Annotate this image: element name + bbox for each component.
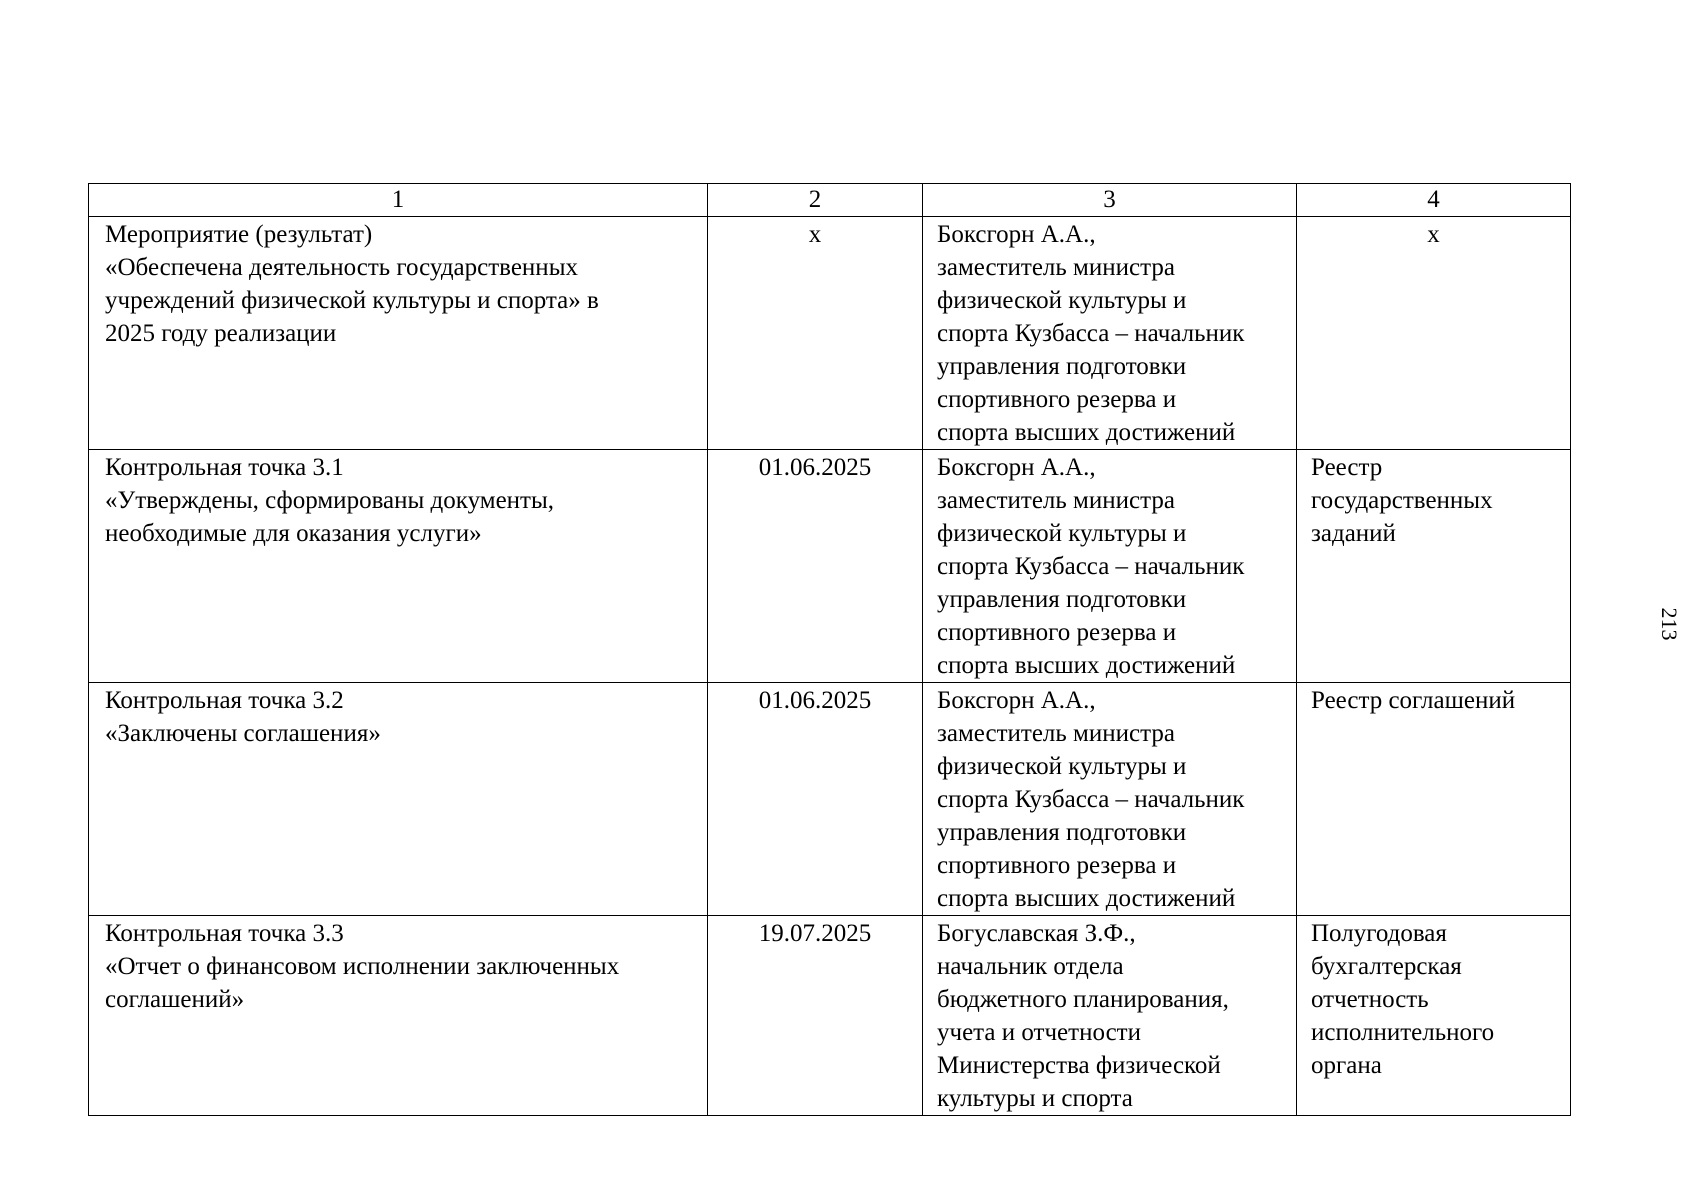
document-line: бухгалтерская — [1311, 953, 1462, 980]
document-cell — [1297, 450, 1571, 683]
document-line: заданий — [1311, 520, 1396, 547]
event-text-line: «Отчет о финансовом исполнении заключенных — [105, 953, 620, 980]
date-value: х — [808, 221, 822, 248]
responsible-line: спортивного резерва и — [937, 619, 1177, 646]
event-cell — [89, 683, 708, 916]
event-text-line: «Утверждены, сформированы документы, — [105, 487, 555, 514]
document-line: исполнительного — [1311, 1019, 1495, 1046]
event-text-line: Контрольная точка 3.2 — [105, 687, 344, 714]
table-row — [89, 450, 1571, 683]
control-points-table — [88, 183, 1571, 1116]
document-line: государственных — [1311, 487, 1493, 514]
responsible-line: спорта высших достижений — [937, 419, 1236, 446]
event-text-line: учреждений физической культуры и спорта» в — [105, 287, 599, 314]
responsible-line: спортивного резерва и — [937, 852, 1177, 879]
event-text-line: «Обеспечена деятельность государственных — [105, 254, 578, 281]
event-cell — [89, 450, 708, 683]
table-header-row — [89, 184, 1571, 217]
document-value: х — [1427, 221, 1440, 248]
document-cell — [1297, 916, 1571, 1116]
table-row — [89, 916, 1571, 1116]
responsible-line: управления подготовки — [937, 819, 1187, 846]
responsible-line: Богуславская З.Ф., — [937, 920, 1136, 947]
header-cell-2: 2 — [708, 184, 923, 217]
document-line: отчетность — [1311, 986, 1429, 1013]
responsible-line: учета и отчетности — [937, 1019, 1141, 1046]
date-value: 01.06.2025 — [758, 687, 872, 714]
date-cell — [708, 450, 923, 683]
responsible-line: физической культуры и — [937, 287, 1187, 314]
table-row — [89, 683, 1571, 916]
event-text-line: соглашений» — [105, 986, 245, 1013]
responsible-line: физической культуры и — [937, 520, 1187, 547]
responsible-cell — [923, 450, 1297, 683]
event-text-line: 2025 году реализации — [105, 320, 337, 347]
document-line: Реестр соглашений — [1311, 687, 1516, 714]
document-line: Реестр — [1311, 454, 1383, 481]
responsible-line: спорта Кузбасса – начальник — [937, 320, 1245, 347]
responsible-line: культуры и спорта — [937, 1085, 1133, 1112]
page-number: 213 — [1657, 607, 1682, 641]
responsible-line: Боксгорн А.А., — [937, 454, 1096, 481]
responsible-line: начальник отдела — [937, 953, 1124, 980]
responsible-line: спорта Кузбасса – начальник — [937, 553, 1245, 580]
responsible-cell — [923, 916, 1297, 1116]
event-text-line: Контрольная точка 3.1 — [105, 454, 344, 481]
event-cell — [89, 217, 708, 450]
document-line: Полугодовая — [1311, 920, 1447, 947]
header-cell-4: 4 — [1297, 184, 1571, 217]
responsible-line: спорта высших достижений — [937, 885, 1236, 912]
event-cell — [89, 916, 708, 1116]
responsible-line: заместитель министра — [937, 254, 1175, 281]
date-value: 01.06.2025 — [758, 454, 872, 481]
responsible-line: спортивного резерва и — [937, 386, 1177, 413]
event-text-line: Контрольная точка 3.3 — [105, 920, 344, 947]
responsible-line: управления подготовки — [937, 586, 1187, 613]
header-cell-3: 3 — [923, 184, 1297, 217]
responsible-line: физической культуры и — [937, 753, 1187, 780]
responsible-line: Боксгорн А.А., — [937, 687, 1096, 714]
responsible-line: заместитель министра — [937, 487, 1175, 514]
document-line: органа — [1311, 1052, 1382, 1079]
responsible-line: управления подготовки — [937, 353, 1187, 380]
responsible-line: спорта высших достижений — [937, 652, 1236, 679]
event-text-line: «Заключены соглашения» — [105, 720, 381, 747]
responsible-line: бюджетного планирования, — [937, 986, 1229, 1013]
date-value: 19.07.2025 — [758, 920, 872, 947]
date-cell — [708, 683, 923, 916]
document-cell — [1297, 683, 1571, 916]
header-cell-1: 1 — [89, 184, 708, 217]
event-text-line: Мероприятие (результат) — [105, 221, 373, 248]
document-cell — [1297, 217, 1571, 450]
responsible-line: заместитель министра — [937, 720, 1175, 747]
table-row — [89, 217, 1571, 450]
responsible-line: спорта Кузбасса – начальник — [937, 786, 1245, 813]
responsible-line: Боксгорн А.А., — [937, 221, 1096, 248]
responsible-line: Министерства физической — [937, 1052, 1221, 1079]
date-cell — [708, 916, 923, 1116]
date-cell — [708, 217, 923, 450]
event-text-line: необходимые для оказания услуги» — [105, 520, 482, 547]
responsible-cell — [923, 217, 1297, 450]
responsible-cell — [923, 683, 1297, 916]
